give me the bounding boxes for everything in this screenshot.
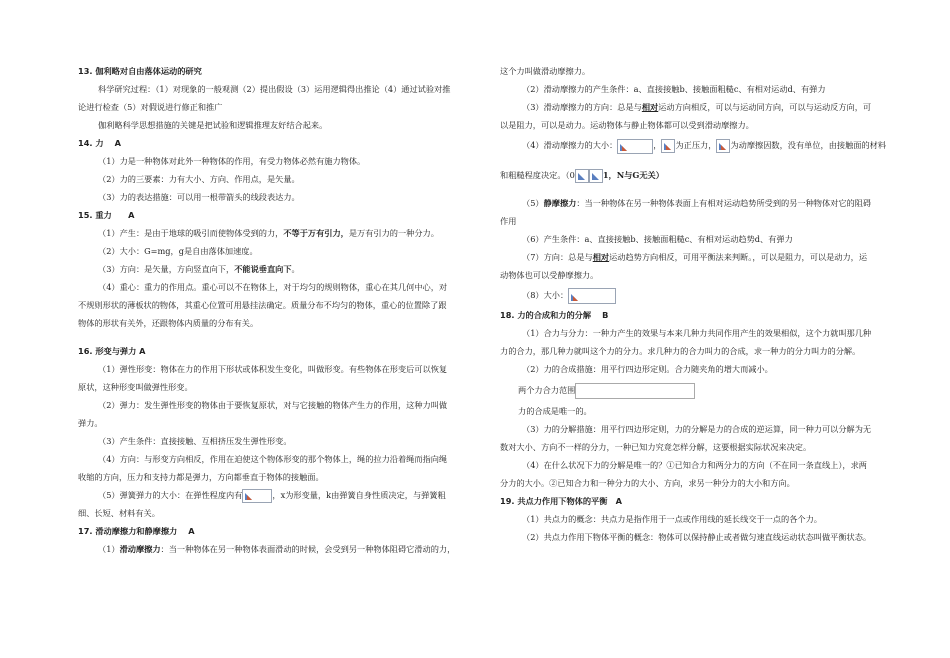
list-item [78,540,478,558]
text: ， [653,140,662,150]
formula-image-icon [568,288,616,304]
list-item: （4）重心：重力的作用点。重心可以不在物体上，对于均匀的规则物体，重心在其几何中心，对 [98,282,448,292]
paragraph: 不规则形状的薄板状的物体，其重心位置可用悬挂法确定。质量分布不均匀的物体，重心的位置除了跟 [78,300,447,310]
paragraph [500,166,900,184]
formula-image-icon [661,139,675,153]
list-item [78,260,478,278]
text: （7）方向：总是与 [522,252,593,262]
text: 1，N与G无关） [602,170,664,180]
list-item [500,134,900,156]
list-item: （2）力的三要素：力有大小、方向、作用点，是矢量。 [98,174,300,184]
list-item: （2）滑动摩擦力的产生条件：a、直接接触b、接触面粗糙c、有相对运动d、有弹力 [522,84,826,94]
list-item: （1）力是一种物体对此外一种物体的作用，有受力物体必然有施力物体。 [98,156,366,166]
right-column [500,62,900,546]
list-item: （3）力的表达措施：可以用一根带箭头的线段表达力。 [98,192,300,202]
formula-image-icon [589,169,603,183]
text: 为正压力， [675,140,717,150]
text: （5） [522,198,544,208]
paragraph: 细、长短、材料有关。 [78,508,160,518]
left-column [78,62,478,558]
paragraph: 论进行检查（5）对假说进行修正和推广 [78,102,223,112]
section-14-title: 14. 力 A [78,138,121,148]
section-17-title: 17. 滑动摩擦力和静摩擦力 A [78,526,195,536]
list-item [500,98,900,116]
list-item: （6）产生条件：a、直接接触b、接触面粗糙c、有相对运动趋势d、有弹力 [522,234,793,244]
paragraph: 数对大小、方向不一样的分力，一种已知力究竟怎样分解，这要根据实际状况来决定。 [500,442,812,452]
text: 和粗糙程度决定。（0 [500,170,575,180]
formula-image-icon [575,169,589,183]
list-item: （1）共点力的概念：共点力是指作用于一点或作用线的延长线交于一点的各个力。 [522,514,822,524]
paragraph: 这个力叫做滑动摩擦力。 [500,66,591,76]
list-item: （3）产生条件：直接接触、互相挤压发生弹性形变。 [98,436,292,446]
emphasis-text: 静摩擦力 [543,198,577,208]
list-item: （3）力的分解措施：用平行四边形定则，力的分解是力的合成的逆运算，同一种力可以分解为无 [522,424,872,434]
emphasis-text: 相对 [592,252,610,262]
text: ：当一种物体在另一种物体表面滑动的时候，会受到另一种物体阻碍它滑动的力， [160,544,456,554]
paragraph: 力的合成是唯一的。 [518,406,592,416]
list-item: （1）合力与分力：一种力产生的效果与本来几种力共同作用产生的效果相似，这个力就叫那几种 [522,328,872,338]
text: 是万有引力的一种分力。 [348,228,439,238]
text: （8）大小： [522,290,569,300]
emphasis-text: 滑动摩擦力 [119,544,161,554]
paragraph: 科学研究过程：（1）对现象的一般观测（2）提出假设（3）运用逻辑得出推论（4）通过试验对推 [98,84,451,94]
paragraph: 物体的形状有关外，还跟物体内质量的分布有关。 [78,318,259,328]
list-item: （2）弹力：发生弹性形变的物体由于要恢复原状，对与它接触的物体产生力的作用，这种力叫做 [98,400,448,410]
list-item [78,224,478,242]
list-item [78,486,478,504]
section-13-title: 13. 伽利略对自由落体运动的研究 [78,66,202,76]
text: 两个力合力范围 [518,385,576,395]
section-19-title: 19. 共点力作用下物体的平衡 A [500,496,622,506]
emphasis-text: 不能说垂直向下 [234,264,292,274]
list-item: （2）共点力作用下物体平衡的概念：物体可以保持静止或者做匀速直线运动状态叫做平衡状态。 [522,532,872,542]
list-item [500,194,900,212]
paragraph: 力的合力，那几种力就叫这个力的分力。求几种力的合力叫力的合成，求一种力的分力叫力的分解。 [500,346,861,356]
list-item: （2）力的合成措施：用平行四边形定则。合力随夹角的增大而减小。 [522,364,773,374]
paragraph: 分力的大小。②已知合力和一种分力的大小、方向，求另一种分力的大小和方向。 [500,478,795,488]
emphasis-text: 相对 [641,102,659,112]
paragraph: 收缩的方向，压力和支持力都是弹力，方向都垂直于物体的接触面。 [78,472,324,482]
formula-image-icon [617,139,653,154]
list-item: （2）大小：G=mg，g是自由落体加速度。 [98,246,258,256]
list-item: （1）弹性形变：物体在力的作用下形状或体积发生变化，叫做形变。有些物体在形变后可以恢复 [98,364,448,374]
text: 运动方向相反，可以与运动同方向，可以与运动反方向，可 [658,102,872,112]
text: （5）弹簧弹力的大小：在弹性程度内有 [98,490,243,500]
paragraph: 作用 [500,216,517,226]
paragraph [500,378,900,402]
section-15-title: 15. 重力 A [78,210,135,220]
formula-image-icon [575,383,695,399]
formula-image-icon [242,489,272,503]
formula-image-icon [716,139,730,153]
section-18-title: 18. 力的合成和力的分解 B [500,310,609,320]
list-item [500,284,900,306]
paragraph: 弹力。 [78,418,103,428]
section-16-title: 16. 形变与弹力 A [78,346,146,356]
list-item: （4）在什么状况下力的分解是唯一的？①已知合力和两分力的方向（不在同一条直线上），求两 [522,460,867,470]
list-item [500,248,900,266]
text: （3）滑动摩擦力的方向：总是与 [522,102,642,112]
paragraph: 动物体也可以受静摩擦力。 [500,270,599,280]
text: 运动趋势方向相反，可用平衡法来判断。，可以是阻力，可以是动力，运 [609,252,868,262]
text: （3）方向：是矢量，方向竖直向下， [98,264,235,274]
text: （1）产生：是由于地球的吸引而使物体受到的力， [98,228,284,238]
list-item: （4）方向：与形变方向相反，作用在迫使这个物体形变的那个物体上，绳的拉力沿着绳而指向绳 [98,454,448,464]
paragraph: 以是阻力，可以是动力。运动物体与静止物体都可以受到滑动摩擦力。 [500,120,754,130]
text: （1） [98,544,120,554]
text: ：当一种物体在另一种物体表面上有相对运动趋势所受到的另一种物体对它的阻碍 [576,198,872,208]
text: ，x为形变量，k由弹簧自身性质决定，与弹簧粗 [272,490,446,500]
paragraph: 原状，这种形变叫做弹性形变。 [78,382,193,392]
emphasis-text: 不等于万有引力， [283,228,349,238]
text: 。 [291,264,300,274]
paragraph: 伽利略科学思想措施的关键是把试验和逻辑推理友好结合起来。 [98,120,328,130]
text: 为动摩擦因数，没有单位，由接触面的材料 [730,140,887,150]
text: （4）滑动摩擦力的大小： [522,140,618,150]
